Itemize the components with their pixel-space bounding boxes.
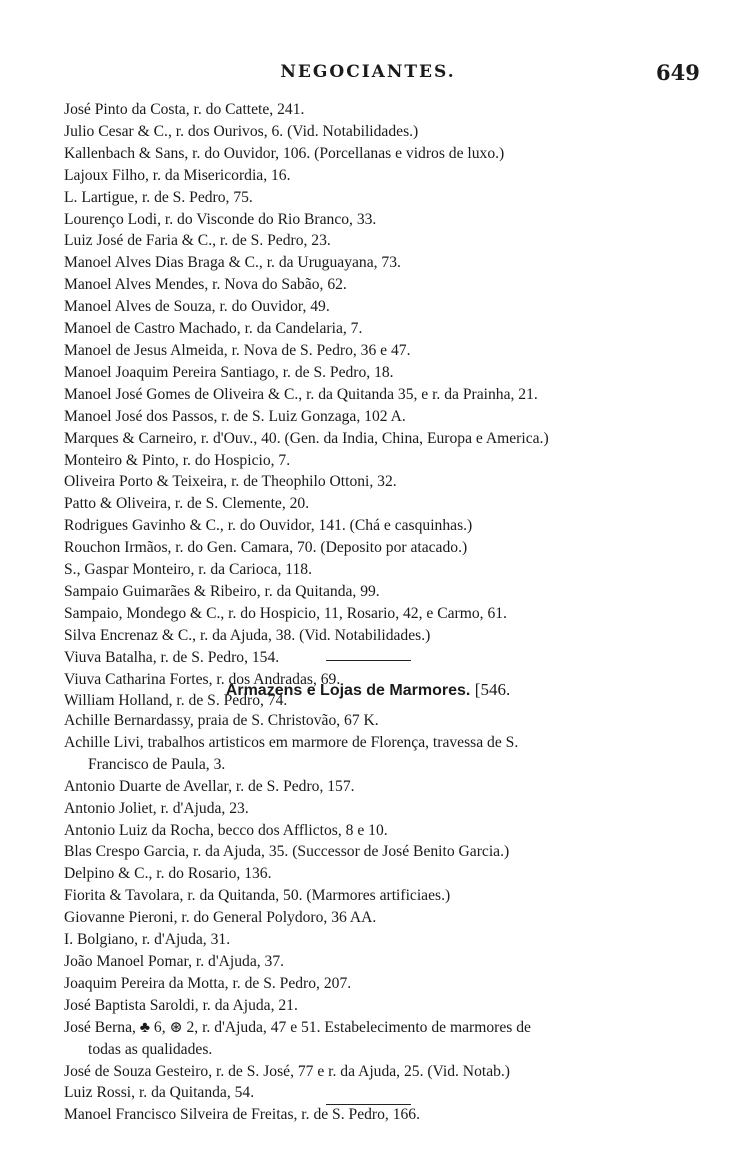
- end-divider: [326, 1104, 411, 1105]
- list-item: [64, 820, 704, 842]
- section-reference: [546.: [474, 680, 511, 699]
- list-item: Manoel Joaquim Pereira Santiago, r. de S. Pedro, 18.: [64, 363, 394, 381]
- list-item-text: Achille Livi, trabalhos artisticos em marmore de Florença, travessa de S.: [64, 733, 519, 751]
- list-item: [64, 951, 704, 973]
- list-item: Manoel de Jesus Almeida, r. Nova de S. Pedro, 36 e 47.: [64, 341, 411, 359]
- list-item-text: Joaquim Pereira da Motta, r. de S. Pedro, 207.: [64, 974, 352, 992]
- list-item-text: Manoel Francisco Silveira de Freitas, r. de S. Pedro, 166.: [64, 1106, 420, 1124]
- list-item-continuation: Francisco de Paula, 3.: [88, 755, 226, 773]
- list-item: [64, 863, 704, 885]
- list-item: [64, 798, 704, 820]
- list-item: Julio Cesar & C., r. dos Ourivos, 6. (Vid. Notabilidades.): [64, 122, 419, 140]
- list-item: [64, 1104, 704, 1126]
- list-item-text: Antonio Duarte de Avellar, r. de S. Pedro, 157.: [64, 777, 355, 795]
- list-item-text: I. Bolgiano, r. d'Ajuda, 31.: [64, 931, 231, 949]
- list-item-text: Luiz Rossi, r. da Quitanda, 54.: [64, 1084, 255, 1102]
- list-item: [64, 732, 704, 776]
- list-item: Viuva Catharina Fortes, r. dos Andradas, 69.: [64, 670, 341, 688]
- merchant-list: [64, 99, 704, 712]
- list-item: Marques & Carneiro, r. d'Ouv., 40. (Gen. da India, China, Europa e America.): [64, 429, 549, 447]
- list-item-continuation: todas as qualidades.: [88, 1040, 213, 1058]
- section-divider: [326, 660, 411, 661]
- list-item-text: João Manoel Pomar, r. d'Ajuda, 37.: [64, 952, 285, 970]
- list-item: Sampaio Guimarães & Ribeiro, r. da Quitanda, 99.: [64, 582, 380, 600]
- list-item-text: José Berna, ♣ 6, ⊛ 2, r. d'Ajuda, 47 e 51. Estabelecimento de marmores de: [64, 1018, 531, 1036]
- list-item: S., Gaspar Monteiro, r. da Carioca, 118.: [64, 561, 312, 579]
- list-item-text: José Baptista Saroldi, r. da Ajuda, 21.: [64, 996, 298, 1014]
- list-item: Manoel José dos Passos, r. de S. Luiz Gonzaga, 102 A.: [64, 407, 406, 425]
- list-item-text: Delpino & C., r. do Rosario, 136.: [64, 865, 272, 883]
- list-item: [64, 973, 704, 995]
- list-item: Lajoux Filho, r. da Misericordia, 16.: [64, 166, 291, 184]
- list-item-text: Fiorita & Tavolara, r. da Quitanda, 50. (Marmores artificiaes.): [64, 887, 451, 905]
- list-item: Manoel Alves Mendes, r. Nova do Sabão, 62.: [64, 276, 347, 294]
- list-item: Patto & Oliveira, r. de S. Clemente, 20.: [64, 495, 310, 513]
- list-item: Rodrigues Gavinho & C., r. do Ouvidor, 141. (Chá e casquinhas.): [64, 517, 473, 535]
- list-item: Kallenbach & Sans, r. do Ouvidor, 106. (Porcellanas e vidros de luxo.): [64, 144, 505, 162]
- list-item: [64, 710, 704, 732]
- list-item-text: Giovanne Pieroni, r. do General Polydoro, 36 AA.: [64, 909, 377, 927]
- list-item-text: Antonio Luiz da Rocha, becco dos Afflictos, 8 e 10.: [64, 821, 388, 839]
- list-item: Viuva Batalha, r. de S. Pedro, 154.: [64, 648, 280, 666]
- list-item: Manoel de Castro Machado, r. da Candelaria, 7.: [64, 320, 363, 338]
- list-item: Manoel José Gomes de Oliveira & C., r. da Quitanda 35, e r. da Prainha, 21.: [64, 385, 538, 403]
- list-item: [64, 1061, 704, 1083]
- list-item-text: José de Souza Gesteiro, r. de S. José, 77 e r. da Ajuda, 25. (Vid. Notab.): [64, 1062, 511, 1080]
- section-heading: [0, 680, 736, 700]
- list-item: Sampaio, Mondego & C., r. do Hospicio, 11, Rosario, 42, e Carmo, 61.: [64, 604, 507, 622]
- list-item: Lourenço Lodi, r. do Visconde do Rio Branco, 33.: [64, 210, 377, 228]
- list-item: [64, 907, 704, 929]
- list-item: [64, 1082, 704, 1104]
- list-item: [64, 885, 704, 907]
- page-header: [0, 62, 736, 86]
- list-item: L. Lartigue, r. de S. Pedro, 75.: [64, 188, 253, 206]
- list-item: Manoel Alves de Souza, r. do Ouvidor, 49.: [64, 298, 330, 316]
- list-item-text: Blas Crespo Garcia, r. da Ajuda, 35. (Successor de José Benito Garcia.): [64, 843, 510, 861]
- list-item: Rouchon Irmãos, r. do Gen. Camara, 70. (Deposito por atacado.): [64, 539, 468, 557]
- page-title: NEGOCIANTES.: [280, 62, 456, 82]
- page-number: 649: [656, 60, 700, 85]
- list-item-text: Achille Bernardassy, praia de S. Christovão, 67 K.: [64, 712, 379, 729]
- list-item: William Holland, r. de S. Pedro, 74.: [64, 692, 288, 710]
- list-item: Oliveira Porto & Teixeira, r. de Theophilo Ottoni, 32.: [64, 473, 397, 491]
- section-heading-text: Armazens e Lojas de Marmores.: [225, 682, 471, 699]
- list-item: Monteiro & Pinto, r. do Hospicio, 7.: [64, 451, 291, 469]
- list-item: Silva Encrenaz & C., r. da Ajuda, 38. (Vid. Notabilidades.): [64, 626, 431, 644]
- list-item: Luiz José de Faria & C., r. de S. Pedro, 23.: [64, 232, 331, 250]
- list-item: Manoel Alves Dias Braga & C., r. da Uruguayana, 73.: [64, 254, 401, 272]
- list-item: [64, 995, 704, 1017]
- list-item: [64, 929, 704, 951]
- list-item: [64, 1017, 704, 1061]
- list-item: [64, 776, 704, 798]
- list-item-text: Antonio Joliet, r. d'Ajuda, 23.: [64, 799, 249, 817]
- list-item: [64, 841, 704, 863]
- list-item: José Pinto da Costa, r. do Cattete, 241.: [64, 101, 305, 118]
- marble-shop-list: [64, 710, 704, 1126]
